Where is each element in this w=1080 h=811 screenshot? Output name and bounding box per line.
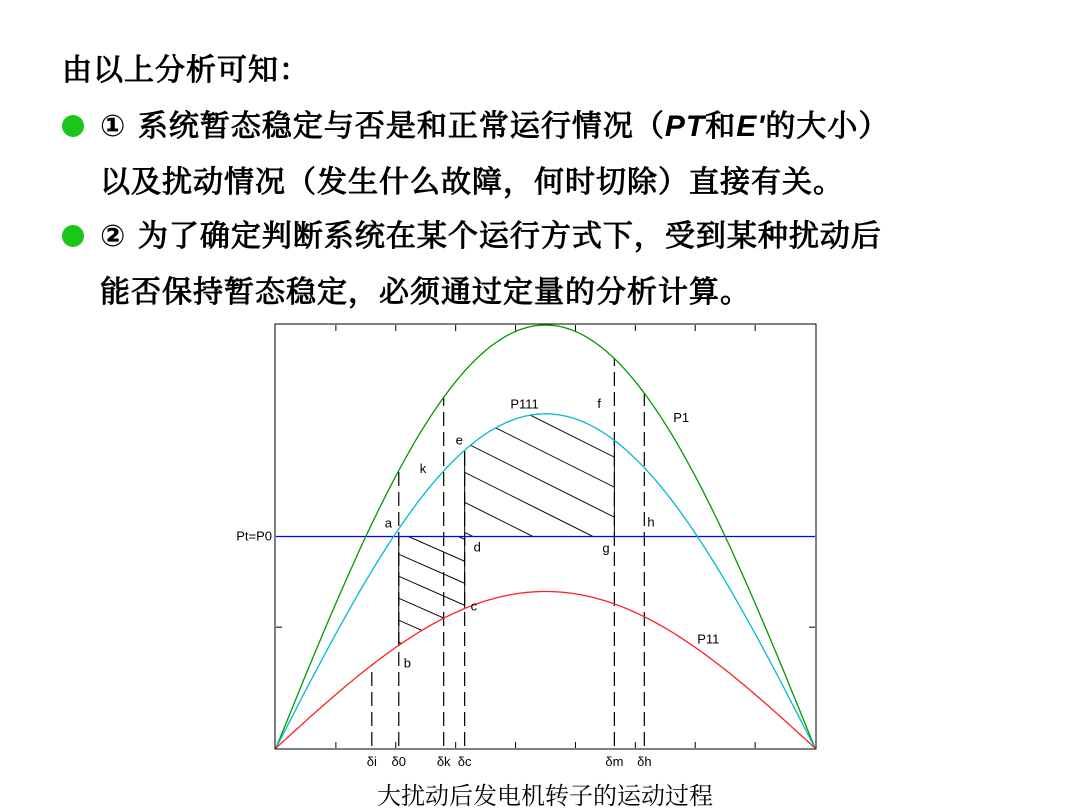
hatch-line [380, 106, 480, 150]
hatch-line [440, 460, 640, 560]
series-label: P111 [510, 396, 539, 412]
hatch-line [440, 250, 640, 350]
bullet-text-segment: ① 系统暂态稳定与否是和正常运行情况（ [100, 109, 665, 144]
hatch-line [440, 610, 640, 710]
series-label: P1 [673, 409, 690, 425]
hatch-line [440, 10, 640, 110]
hatch-line [380, 304, 480, 348]
point-label: h [647, 514, 655, 530]
hatch-line [380, 370, 480, 414]
angle-tick-label: δc [457, 754, 472, 769]
angle-tick-label: δh [637, 754, 652, 769]
hatch-line [440, 100, 640, 200]
bullet-text-segment: ② 为了确定判断系统在某个运行方式下，受到某种扰动后 [100, 219, 882, 254]
hatch-line [380, 150, 480, 194]
series-label: P11 [697, 631, 720, 647]
hatch-line [440, 220, 640, 320]
point-label: e [455, 432, 463, 448]
point-label: g [602, 540, 610, 556]
bullet-text-segment: 以及扰动情况（发生什么故障，何时切除）直接有关。 [100, 165, 844, 200]
hatch-line [440, 370, 640, 470]
hatch-line [440, 640, 640, 740]
hatch-line [380, 128, 480, 172]
bullet-text-segment: PT [664, 110, 706, 143]
curve-p11 [276, 592, 815, 749]
point-label: d [473, 539, 481, 555]
point-label: a [384, 515, 393, 531]
hatch-line [440, 70, 640, 170]
power-curves [276, 325, 815, 748]
angle-tick-label: δi [366, 754, 377, 769]
hatch-line [380, 282, 480, 326]
figure-caption: 大扰动后发电机转子的运动过程 [377, 782, 713, 810]
hatch-line [440, 490, 640, 590]
bullet-text-segment: 的大小） [765, 109, 890, 144]
hatch-line [440, 580, 640, 680]
hatch-line [380, 40, 480, 84]
deceleration-area-hatch [440, 0, 640, 810]
slide-heading: 由以上分析可知： [62, 53, 310, 88]
angle-tick-label: δk [436, 754, 451, 769]
bullet-text-segment: E' [736, 110, 766, 143]
hatch-line [440, 400, 640, 500]
point-label: c [470, 598, 478, 614]
hatch-line [440, 190, 640, 290]
pt-line-label: Pt=P0 [236, 528, 272, 544]
hatch-line [380, 238, 480, 282]
point-label: f [597, 395, 602, 411]
bullet-text-segment: 能否保持暂态稳定，必须通过定量的分析计算。 [100, 275, 751, 310]
chart-labels [236, 396, 719, 769]
hatch-line [380, 172, 480, 216]
hatch-line [380, 392, 480, 436]
hatch-line [380, 194, 480, 238]
curve-p111 [276, 414, 815, 748]
angle-tick-label: δ0 [391, 754, 407, 769]
hatch-line [440, 40, 640, 140]
point-label: b [403, 655, 412, 671]
hatch-line [380, 62, 480, 106]
bullet-text-segment: 和 [705, 109, 737, 144]
point-label: k [419, 460, 427, 476]
hatch-line [380, 260, 480, 304]
hatch-line [380, 216, 480, 260]
hatch-line [440, 0, 640, 80]
hatch-line [440, 160, 640, 260]
hatch-line [440, 130, 640, 230]
angle-tick-label: δm [605, 754, 624, 769]
hatch-line [380, 326, 480, 370]
hatch-line [380, 84, 480, 128]
